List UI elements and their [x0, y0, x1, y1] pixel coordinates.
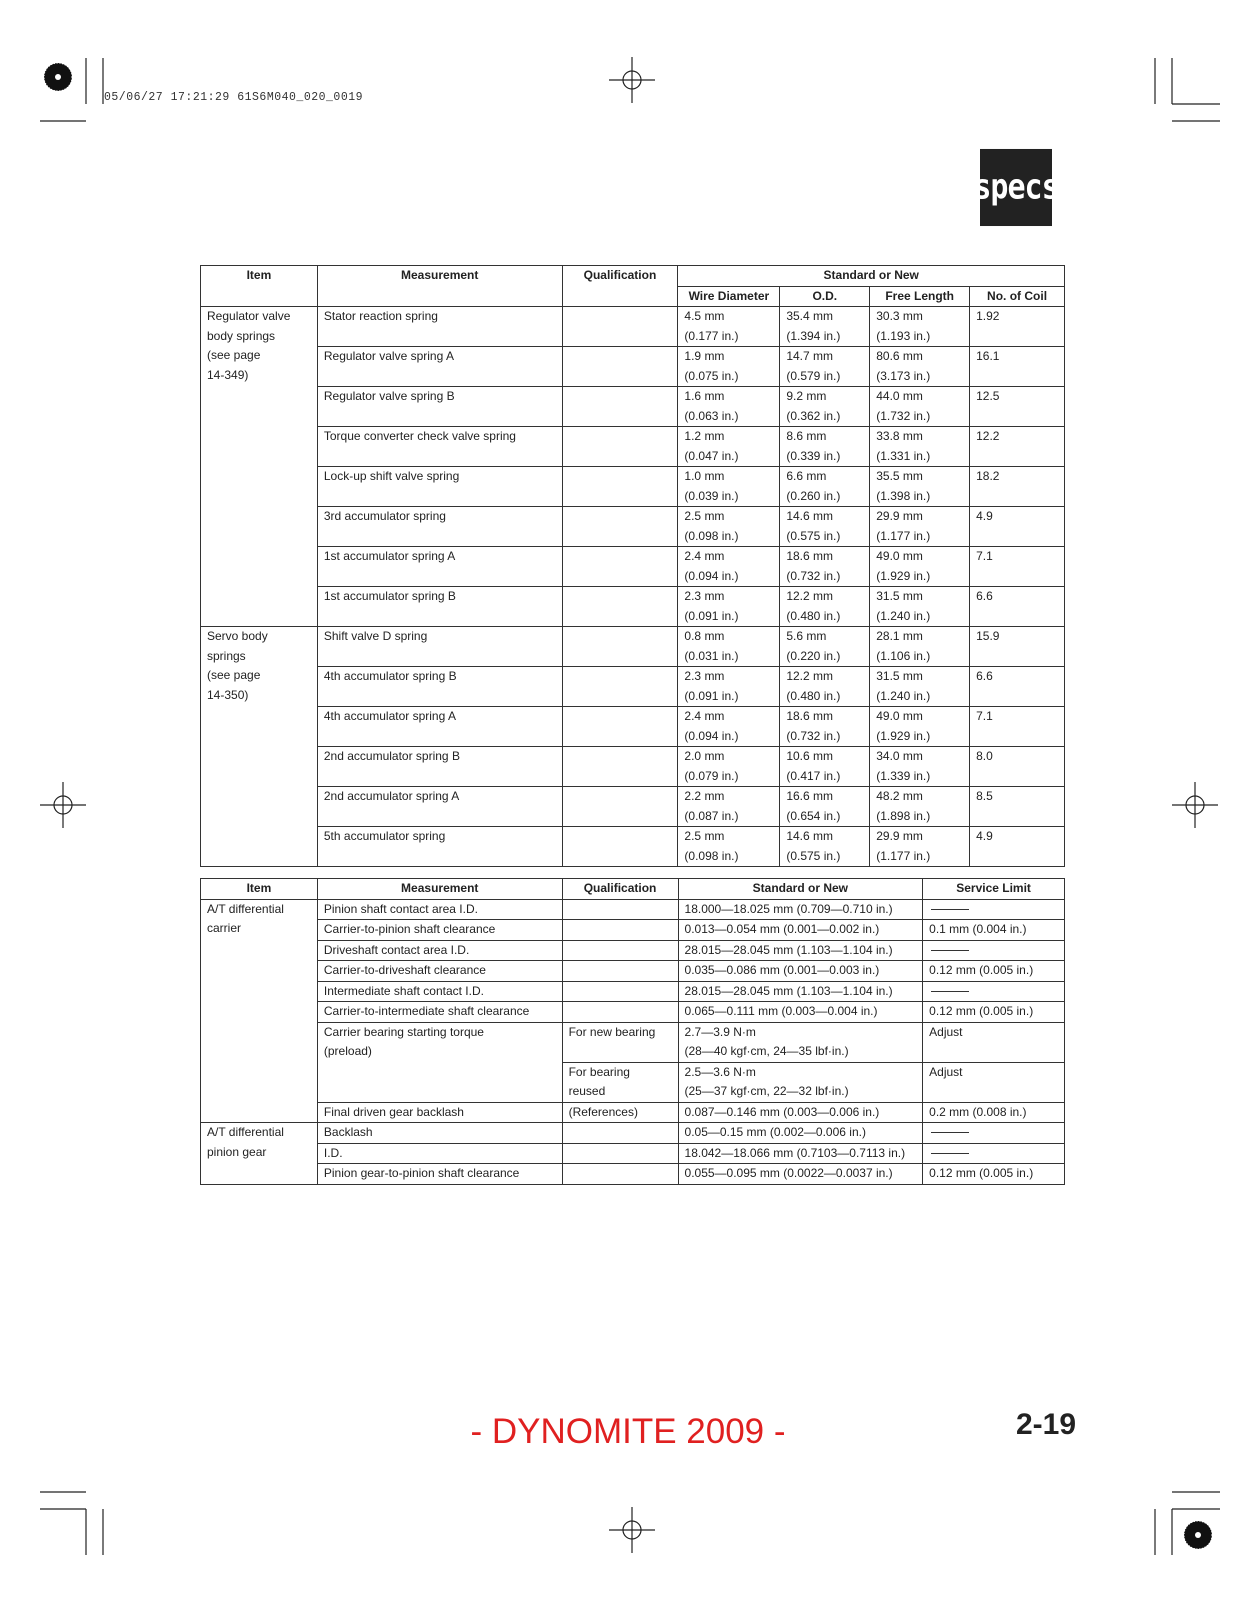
od-cell-line: (0.417 in.)	[786, 768, 841, 783]
od-cell	[780, 547, 870, 587]
od-cell-line: 12.2 mm	[786, 589, 834, 603]
table-row	[201, 467, 1065, 507]
table-row	[201, 920, 1065, 941]
wire-diameter-cell-line: (0.079 in.)	[684, 768, 739, 783]
free-length-cell-line: (1.929 in.)	[876, 568, 931, 583]
header-standard-or-new: Standard or New	[678, 266, 1065, 287]
wire-diameter-cell-line: (0.098 in.)	[684, 528, 739, 543]
item-cell-line: (see page	[207, 348, 261, 362]
qualification-cell	[562, 547, 678, 587]
od-cell-line: 8.6 mm	[786, 429, 827, 443]
not-applicable-dash	[931, 950, 969, 951]
coil-count-cell: 12.5	[970, 387, 1065, 427]
qualification-cell	[562, 827, 678, 867]
od-cell	[780, 507, 870, 547]
differential-spec-table	[200, 878, 1065, 1185]
qualification-cell	[562, 387, 678, 427]
wire-diameter-cell	[678, 507, 780, 547]
qualification-cell	[562, 667, 678, 707]
table-row	[201, 961, 1065, 982]
od-cell-line: 14.7 mm	[786, 349, 834, 363]
wire-diameter-cell-line: 1.9 mm	[684, 349, 725, 363]
wire-diameter-cell-line: 1.0 mm	[684, 469, 725, 483]
header-od: O.D.	[780, 286, 870, 307]
od-cell-line: (0.575 in.)	[786, 848, 841, 863]
free-length-cell-line: (1.398 in.)	[876, 488, 931, 503]
measurement-cell: Pinion gear-to-pinion shaft clearance	[317, 1164, 562, 1185]
wire-diameter-cell	[678, 707, 780, 747]
standard-cell: 28.015—28.045 mm (1.103—1.104 in.)	[678, 981, 923, 1002]
od-cell	[780, 427, 870, 467]
table-row	[201, 587, 1065, 627]
standard-cell: 18.042—18.066 mm (0.7103—0.7113 in.)	[678, 1143, 923, 1164]
table-row	[201, 347, 1065, 387]
measurement-cell: Torque converter check valve spring	[317, 427, 562, 467]
measurement-cell: Intermediate shaft contact I.D.	[317, 981, 562, 1002]
free-length-cell-line: 48.2 mm	[876, 789, 923, 803]
measurement-cell: 1st accumulator spring A	[317, 547, 562, 587]
qualification-cell	[562, 627, 678, 667]
free-length-cell	[870, 467, 970, 507]
coil-count-cell: 1.92	[970, 307, 1065, 347]
od-cell-line: (0.575 in.)	[786, 528, 841, 543]
coil-count-cell: 8.0	[970, 747, 1065, 787]
item-cell-line: 14-350)	[207, 687, 249, 702]
od-cell	[780, 787, 870, 827]
measurement-cell: 2nd accumulator spring A	[317, 787, 562, 827]
table-row	[201, 787, 1065, 827]
measurement-cell: Regulator valve spring B	[317, 387, 562, 427]
free-length-cell	[870, 627, 970, 667]
item-cell-line: body springs	[207, 328, 276, 343]
service-limit-cell: Adjust	[923, 1062, 1065, 1102]
od-cell	[780, 707, 870, 747]
table-row	[201, 387, 1065, 427]
print-timestamp: 05/06/27 17:21:29 61S6M040_020_0019	[104, 91, 364, 104]
header-item: Item	[201, 879, 318, 900]
free-length-cell-line: 44.0 mm	[876, 389, 923, 403]
free-length-cell-line: 34.0 mm	[876, 749, 923, 763]
od-cell	[780, 627, 870, 667]
qualification-cell	[562, 1164, 678, 1185]
measurement-cell: 2nd accumulator spring B	[317, 747, 562, 787]
service-limit-cell: 0.1 mm (0.004 in.)	[923, 920, 1065, 941]
item-cell	[201, 1123, 318, 1185]
free-length-cell-line: 29.9 mm	[876, 509, 923, 523]
wire-diameter-cell-line: 2.0 mm	[684, 749, 725, 763]
wire-diameter-cell-line: 2.4 mm	[684, 549, 725, 563]
wire-diameter-cell-line: (0.031 in.)	[684, 648, 739, 663]
table-row	[201, 507, 1065, 547]
header-measurement: Measurement	[317, 266, 562, 307]
table-row	[201, 627, 1065, 667]
section-badge-specs: specs	[980, 149, 1052, 226]
spring-spec-table	[200, 265, 1065, 867]
qualification-cell	[562, 587, 678, 627]
measurement-cell: Carrier-to-driveshaft clearance	[317, 961, 562, 982]
od-cell-line: (0.579 in.)	[786, 368, 841, 383]
qualification-cell	[562, 507, 678, 547]
wire-diameter-cell-line: 4.5 mm	[684, 309, 725, 323]
wire-diameter-cell-line: (0.094 in.)	[684, 568, 739, 583]
header-wire-diameter: Wire Diameter	[678, 286, 780, 307]
wire-diameter-cell	[678, 347, 780, 387]
wire-diameter-cell	[678, 747, 780, 787]
service-limit-cell: 0.12 mm (0.005 in.)	[923, 1002, 1065, 1023]
free-length-cell	[870, 587, 970, 627]
wire-diameter-cell	[678, 307, 780, 347]
od-cell	[780, 747, 870, 787]
free-length-cell	[870, 547, 970, 587]
table-row	[201, 667, 1065, 707]
qualification-cell	[562, 1002, 678, 1023]
od-cell-line: 6.6 mm	[786, 469, 827, 483]
od-cell-line: 18.6 mm	[786, 549, 834, 563]
qualification-cell: (References)	[562, 1102, 678, 1123]
item-cell-line: A/T differential	[207, 901, 284, 916]
wire-diameter-cell	[678, 587, 780, 627]
free-length-cell-line: 30.3 mm	[876, 309, 923, 323]
free-length-cell	[870, 387, 970, 427]
wire-diameter-cell	[678, 627, 780, 667]
measurement-cell: I.D.	[317, 1143, 562, 1164]
coil-count-cell: 7.1	[970, 707, 1065, 747]
standard-cell: 28.015—28.045 mm (1.103—1.104 in.)	[678, 940, 923, 961]
od-cell-line: (0.339 in.)	[786, 448, 841, 463]
od-cell-line: 14.6 mm	[786, 829, 834, 843]
header-qualification: Qualification	[562, 266, 678, 307]
qualification-cell	[562, 747, 678, 787]
qualification-cell-line: reused	[568, 1084, 606, 1098]
standard-cell: 0.055—0.095 mm (0.0022—0.0037 in.)	[678, 1164, 923, 1185]
od-cell-line: (0.220 in.)	[786, 648, 841, 663]
item-cell-line: 14-349)	[207, 367, 249, 382]
wire-diameter-cell-line: (0.075 in.)	[684, 368, 739, 383]
table-row	[201, 899, 1065, 920]
service-limit-cell	[923, 1123, 1065, 1144]
wire-diameter-cell-line: (0.063 in.)	[684, 408, 739, 423]
free-length-cell-line: (1.339 in.)	[876, 768, 931, 783]
od-cell-line: (0.732 in.)	[786, 568, 841, 583]
standard-cell: 0.05—0.15 mm (0.002—0.006 in.)	[678, 1123, 923, 1144]
standard-cell: 0.065—0.111 mm (0.003—0.004 in.)	[678, 1002, 923, 1023]
wire-diameter-cell	[678, 467, 780, 507]
od-cell-line: (1.394 in.)	[786, 328, 841, 343]
measurement-cell: 1st accumulator spring B	[317, 587, 562, 627]
free-length-cell-line: 49.0 mm	[876, 549, 923, 563]
item-cell-line: carrier	[207, 921, 242, 935]
qualification-cell	[562, 899, 678, 920]
item-cell	[201, 899, 318, 1123]
coil-count-cell: 4.9	[970, 827, 1065, 867]
od-cell	[780, 667, 870, 707]
free-length-cell-line: (1.732 in.)	[876, 408, 931, 423]
measurement-cell: Driveshaft contact area I.D.	[317, 940, 562, 961]
od-cell-line: 14.6 mm	[786, 509, 834, 523]
qualification-cell	[562, 1022, 678, 1062]
free-length-cell-line: 31.5 mm	[876, 669, 923, 683]
qualification-cell	[562, 707, 678, 747]
od-cell-line: 9.2 mm	[786, 389, 827, 403]
free-length-cell-line: (1.929 in.)	[876, 728, 931, 743]
free-length-cell-line: (1.898 in.)	[876, 808, 931, 823]
wire-diameter-cell-line: (0.091 in.)	[684, 688, 739, 703]
table-row	[201, 1123, 1065, 1144]
qualification-cell	[562, 1123, 678, 1144]
header-free-length: Free Length	[870, 286, 970, 307]
wire-diameter-cell	[678, 387, 780, 427]
free-length-cell-line: 29.9 mm	[876, 829, 923, 843]
qualification-cell	[562, 940, 678, 961]
od-cell-line: 10.6 mm	[786, 749, 834, 763]
od-cell	[780, 347, 870, 387]
item-cell-line: Servo body	[207, 629, 268, 643]
qualification-cell	[562, 1062, 678, 1102]
item-cell-line: A/T differential	[207, 1125, 284, 1139]
od-cell-line: 12.2 mm	[786, 669, 834, 683]
measurement-cell: Final driven gear backlash	[317, 1102, 562, 1123]
wire-diameter-cell-line: (0.039 in.)	[684, 488, 739, 503]
qualification-cell	[562, 427, 678, 467]
table-row	[201, 1002, 1065, 1023]
qualification-cell	[562, 961, 678, 982]
table-row	[201, 427, 1065, 467]
free-length-cell	[870, 707, 970, 747]
table-row	[201, 981, 1065, 1002]
measurement-cell: Lock-up shift valve spring	[317, 467, 562, 507]
standard-cell-line: (28—40 kgf·cm, 24—35 lbf·in.)	[684, 1044, 849, 1058]
wire-diameter-cell-line: 2.4 mm	[684, 709, 725, 723]
measurement-cell: Carrier-to-intermediate shaft clearance	[317, 1002, 562, 1023]
od-cell	[780, 827, 870, 867]
free-length-cell-line: (1.240 in.)	[876, 608, 931, 623]
free-length-cell-line: (1.193 in.)	[876, 328, 931, 343]
table-row	[201, 827, 1065, 867]
service-limit-cell: 0.12 mm (0.005 in.)	[923, 961, 1065, 982]
qualification-cell	[562, 347, 678, 387]
wire-diameter-cell-line: (0.091 in.)	[684, 608, 739, 623]
free-length-cell	[870, 667, 970, 707]
free-length-cell-line: 49.0 mm	[876, 709, 923, 723]
measurement-cell: 5th accumulator spring	[317, 827, 562, 867]
od-cell-line: 35.4 mm	[786, 309, 834, 323]
qualification-cell	[562, 920, 678, 941]
measurement-cell-line: Carrier bearing starting torque	[323, 1024, 484, 1039]
free-length-cell-line: (1.106 in.)	[876, 648, 931, 663]
wire-diameter-cell-line: 2.5 mm	[684, 509, 725, 523]
od-cell-line: (0.480 in.)	[786, 688, 841, 703]
item-cell-line: pinion gear	[207, 1144, 267, 1159]
od-cell-line: (0.654 in.)	[786, 808, 841, 823]
free-length-cell-line: (1.240 in.)	[876, 688, 931, 703]
item-cell	[201, 307, 318, 627]
measurement-cell: 4th accumulator spring A	[317, 707, 562, 747]
not-applicable-dash	[931, 1132, 969, 1133]
free-length-cell-line: 80.6 mm	[876, 349, 923, 363]
od-cell-line: 18.6 mm	[786, 709, 834, 723]
measurement-cell: Shift valve D spring	[317, 627, 562, 667]
free-length-cell-line: 28.1 mm	[876, 629, 923, 643]
table-row	[201, 1102, 1065, 1123]
header-standard-or-new: Standard or New	[678, 879, 923, 900]
standard-cell	[678, 1022, 923, 1062]
free-length-cell-line: 33.8 mm	[876, 429, 923, 443]
wire-diameter-cell-line: (0.098 in.)	[684, 848, 739, 863]
wire-diameter-cell-line: (0.094 in.)	[684, 728, 739, 743]
header-no-of-coil: No. of Coil	[970, 286, 1065, 307]
measurement-cell: Pinion shaft contact area I.D.	[317, 899, 562, 920]
measurement-cell: Backlash	[317, 1123, 562, 1144]
item-cell-line: Regulator valve	[207, 309, 291, 323]
qualification-cell-line: For bearing	[568, 1064, 630, 1079]
free-length-cell	[870, 747, 970, 787]
page-number: 2-19	[1016, 1408, 1077, 1441]
coil-count-cell: 12.2	[970, 427, 1065, 467]
free-length-cell	[870, 827, 970, 867]
measurement-cell: 3rd accumulator spring	[317, 507, 562, 547]
not-applicable-dash	[931, 991, 969, 992]
qualification-cell	[562, 307, 678, 347]
wire-diameter-cell	[678, 827, 780, 867]
free-length-cell-line: (3.173 in.)	[876, 368, 931, 383]
measurement-cell: Carrier-to-pinion shaft clearance	[317, 920, 562, 941]
qualification-cell	[562, 787, 678, 827]
item-cell	[201, 627, 318, 867]
header-measurement: Measurement	[317, 879, 562, 900]
od-cell-line: (0.732 in.)	[786, 728, 841, 743]
od-cell	[780, 307, 870, 347]
table-row	[201, 1164, 1065, 1185]
od-cell-line: (0.260 in.)	[786, 488, 841, 503]
coil-count-cell: 16.1	[970, 347, 1065, 387]
free-length-cell	[870, 787, 970, 827]
qualification-cell	[562, 981, 678, 1002]
free-length-cell	[870, 507, 970, 547]
wire-diameter-cell-line: 1.2 mm	[684, 429, 725, 443]
item-cell-line: springs	[207, 648, 246, 663]
wire-diameter-cell-line: 2.2 mm	[684, 789, 725, 803]
table-row	[201, 747, 1065, 787]
standard-cell-line: 2.7—3.9 N·m	[684, 1024, 756, 1039]
free-length-cell	[870, 347, 970, 387]
standard-cell	[678, 1062, 923, 1102]
header-qualification: Qualification	[562, 879, 678, 900]
header-item: Item	[201, 266, 318, 307]
service-limit-cell: 0.2 mm (0.008 in.)	[923, 1102, 1065, 1123]
od-cell-line: 5.6 mm	[786, 629, 827, 643]
service-limit-cell	[923, 899, 1065, 920]
service-limit-cell	[923, 981, 1065, 1002]
wire-diameter-cell-line: 2.3 mm	[684, 669, 725, 683]
od-cell-line: (0.480 in.)	[786, 608, 841, 623]
measurement-cell: Stator reaction spring	[317, 307, 562, 347]
standard-cell: 0.013—0.054 mm (0.001—0.002 in.)	[678, 920, 923, 941]
od-cell-line: 16.6 mm	[786, 789, 834, 803]
table-row	[201, 1022, 1065, 1062]
wire-diameter-cell	[678, 427, 780, 467]
service-limit-cell: 0.12 mm (0.005 in.)	[923, 1164, 1065, 1185]
free-length-cell-line: (1.331 in.)	[876, 448, 931, 463]
watermark: - DYNOMITE 2009 -	[470, 1412, 786, 1451]
qualification-cell-line	[569, 1042, 672, 1062]
not-applicable-dash	[931, 909, 969, 910]
free-length-cell	[870, 307, 970, 347]
measurement-cell: Regulator valve spring A	[317, 347, 562, 387]
measurement-cell: 4th accumulator spring B	[317, 667, 562, 707]
coil-count-cell: 7.1	[970, 547, 1065, 587]
wire-diameter-cell-line: 2.3 mm	[684, 589, 725, 603]
measurement-cell-line: (preload)	[323, 1044, 372, 1058]
coil-count-cell: 4.9	[970, 507, 1065, 547]
qualification-cell	[562, 467, 678, 507]
free-length-cell-line: 35.5 mm	[876, 469, 923, 483]
wire-diameter-cell-line: 1.6 mm	[684, 389, 725, 403]
not-applicable-dash	[931, 1153, 969, 1154]
standard-cell: 18.000—18.025 mm (0.709—0.710 in.)	[678, 899, 923, 920]
free-length-cell	[870, 427, 970, 467]
od-cell	[780, 587, 870, 627]
measurement-cell	[317, 1022, 562, 1102]
service-limit-cell: Adjust	[923, 1022, 1065, 1062]
standard-cell-line: (25—37 kgf·cm, 22—32 lbf·in.)	[684, 1084, 849, 1098]
service-limit-cell	[923, 1143, 1065, 1164]
free-length-cell-line: (1.177 in.)	[876, 848, 931, 863]
free-length-cell-line: (1.177 in.)	[876, 528, 931, 543]
wire-diameter-cell	[678, 787, 780, 827]
table-row	[201, 1143, 1065, 1164]
wire-diameter-cell-line: 2.5 mm	[684, 829, 725, 843]
od-cell	[780, 387, 870, 427]
od-cell	[780, 467, 870, 507]
header-service-limit: Service Limit	[923, 879, 1065, 900]
free-length-cell-line: 31.5 mm	[876, 589, 923, 603]
table-row	[201, 940, 1065, 961]
coil-count-cell: 18.2	[970, 467, 1065, 507]
standard-cell: 0.087—0.146 mm (0.003—0.006 in.)	[678, 1102, 923, 1123]
coil-count-cell: 6.6	[970, 667, 1065, 707]
standard-cell: 0.035—0.086 mm (0.001—0.003 in.)	[678, 961, 923, 982]
coil-count-cell: 6.6	[970, 587, 1065, 627]
wire-diameter-cell-line: (0.047 in.)	[684, 448, 739, 463]
coil-count-cell: 15.9	[970, 627, 1065, 667]
item-cell-line: (see page	[207, 668, 261, 682]
service-limit-cell	[923, 940, 1065, 961]
od-cell-line: (0.362 in.)	[786, 408, 841, 423]
table-row	[201, 547, 1065, 587]
wire-diameter-cell-line: 0.8 mm	[684, 629, 725, 643]
qualification-cell-line: For new bearing	[568, 1024, 656, 1039]
coil-count-cell: 8.5	[970, 787, 1065, 827]
wire-diameter-cell	[678, 547, 780, 587]
qualification-cell	[562, 1143, 678, 1164]
wire-diameter-cell	[678, 667, 780, 707]
table-row	[201, 307, 1065, 347]
wire-diameter-cell-line: (0.177 in.)	[684, 328, 739, 343]
wire-diameter-cell-line: (0.087 in.)	[684, 808, 739, 823]
standard-cell-line: 2.5—3.6 N·m	[684, 1064, 756, 1079]
table-row	[201, 707, 1065, 747]
